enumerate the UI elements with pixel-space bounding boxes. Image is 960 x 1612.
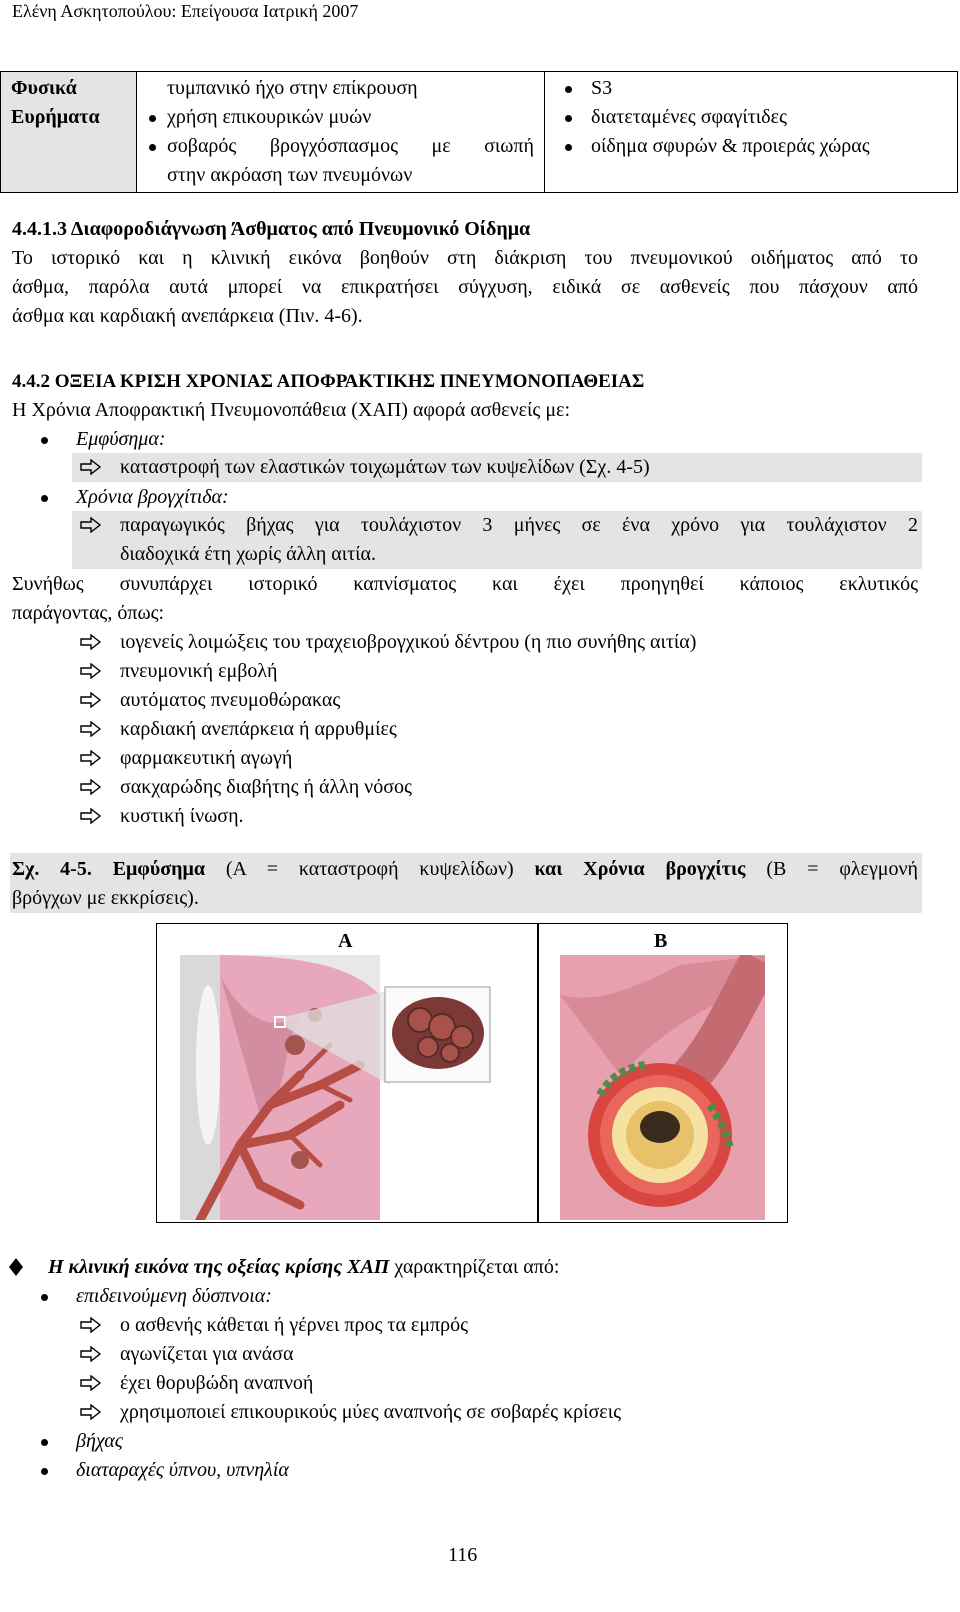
bullet-icon xyxy=(41,1468,48,1475)
bullet-icon xyxy=(41,495,48,502)
precipitating-factor: σακχαρώδης διαβήτης ή άλλη νόσος xyxy=(120,776,412,798)
bullet-icon xyxy=(41,1294,48,1301)
dyspnea-term: επιδεινούμενη δύσπνοια: xyxy=(76,1285,272,1307)
paragraph-line: παράγοντας, όπως: xyxy=(12,602,165,624)
finding-item: τυμπανικό ήχο στην επίκρουση xyxy=(167,77,418,99)
panel-label-a: A xyxy=(338,930,353,952)
finding-item: σοβαρός βρογχόσπασμος με σιωπή xyxy=(149,132,534,161)
emphysema-term: Εμφύσημα: xyxy=(76,428,166,450)
section-heading-copd: 4.4.2 ΟΞΕΙΑ ΚΡΙΣΗ ΧΡΟΝΙΑΣ ΑΠΟΦΡΑΚΤΙΚΗΣ ΠΝΕΥΜΟΝΟΠΑΘΕΙΑΣ xyxy=(12,371,645,392)
finding-item: διατεταμένες σφαγίτιδες xyxy=(565,103,947,132)
precipitating-factor: πνευμονική εμβολή xyxy=(120,660,278,682)
arrow-icon xyxy=(80,1346,102,1362)
sleep-disturbance-term: διαταραχές ύπνου, υπνηλία xyxy=(76,1459,289,1481)
dyspnea-sign: αγωνίζεται για ανάσα xyxy=(120,1343,294,1365)
paragraph-line: Συνήθως συνυπάρχει ιστορικό καπνίσματος και έχει προηγηθεί κάποιος εκλυτικός xyxy=(12,573,918,595)
precipitating-factor: κυστική ίνωση. xyxy=(120,805,244,827)
bullet-icon xyxy=(565,86,572,93)
bullet-icon xyxy=(565,115,572,122)
paragraph-line: άσθμα, παρόλα αυτά μπορεί να επικρατήσει σύγχυση, ειδικά σε ασθενείς που πάσχουν από xyxy=(12,276,918,298)
dyspnea-sign: έχει θορυβώδη αναπνοή xyxy=(120,1372,314,1394)
arrow-icon xyxy=(80,517,102,533)
arrow-icon xyxy=(80,1317,102,1333)
arrow-icon xyxy=(80,1404,102,1420)
bronchitis-airway-illustration xyxy=(560,955,765,1220)
chronic-bronchitis-term: Χρόνια βρογχίτιδα: xyxy=(76,486,229,508)
cough-term: βήχας xyxy=(76,1430,123,1452)
section-heading-differential: 4.4.1.3 Διαφοροδιάγνωση Άσθματος από Πνευμονικό Οίδημα xyxy=(12,218,531,240)
bronchitis-definition-line: παραγωγικός βήχας για τουλάχιστον 3 μήνες σε ένα χρόνο για τουλάχιστον 2 xyxy=(120,514,918,536)
arrow-icon xyxy=(80,1375,102,1391)
emphysema-definition: καταστροφή των ελαστικών τοιχωμάτων των κυψελίδων (Σχ. 4-5) xyxy=(120,456,650,478)
finding-item: S3 xyxy=(565,74,947,103)
running-header: Ελένη Ασκητοπούλου: Επείγουσα Ιατρική 2007 xyxy=(12,1,359,21)
emphysema-lung-illustration xyxy=(180,955,510,1220)
arrow-icon xyxy=(80,459,102,475)
diamond-bullet-icon xyxy=(8,1257,24,1277)
findings-edema-cell xyxy=(545,72,958,193)
bullet-icon xyxy=(41,437,48,444)
arrow-icon xyxy=(80,779,102,795)
dyspnea-sign: χρησιμοποιεί επικουρικούς μύες αναπνοής σε σοβαρές κρίσεις xyxy=(120,1401,621,1423)
findings-asthma-cell xyxy=(137,72,545,193)
finding-item: οίδημα σφυρών & προιεράς χώρας xyxy=(565,132,947,161)
dyspnea-sign: ο ασθενής κάθεται ή γέρνει προς τα εμπρός xyxy=(120,1314,469,1336)
arrow-icon xyxy=(80,663,102,679)
bullet-icon xyxy=(149,115,156,122)
arrow-icon xyxy=(80,808,102,824)
bullet-icon xyxy=(565,144,572,151)
arrow-icon xyxy=(80,634,102,650)
arrow-icon xyxy=(80,750,102,766)
findings-label-cell: Φυσικά Ευρήματα xyxy=(1,72,137,193)
precipitating-factor: αυτόματος πνευμοθώρακας xyxy=(120,689,341,711)
paragraph-line: άσθμα και καρδιακή ανεπάρκεια (Πιν. 4-6). xyxy=(12,305,363,327)
arrow-icon xyxy=(80,721,102,737)
figure-divider xyxy=(537,923,539,1223)
finding-item: στην ακρόαση των πνευμόνων xyxy=(167,164,413,186)
bullet-icon xyxy=(41,1439,48,1446)
arrow-icon xyxy=(80,692,102,708)
page-number: 116 xyxy=(448,1544,478,1566)
precipitating-factor: καρδιακή ανεπάρκεια ή αρρυθμίες xyxy=(120,718,397,740)
copd-intro: Η Χρόνια Αποφρακτική Πνευμονοπάθεια (ΧΑΠ) αφορά ασθενείς με: xyxy=(12,399,570,421)
bronchitis-definition-line: διαδοχικά έτη χωρίς άλλη αιτία. xyxy=(120,543,377,565)
precipitating-factor: ιογενείς λοιμώξεις του τραχειοβρογχικού δέντρου (η πιο συνήθης αιτία) xyxy=(120,631,697,653)
clinical-picture-lead: Η κλινική εικόνα της οξείας κρίσης ΧΑΠ χαρακτηρίζεται από: xyxy=(48,1256,560,1278)
panel-label-b: B xyxy=(654,930,668,952)
physical-findings-table xyxy=(0,71,958,193)
figure-caption-line: Σχ. 4-5. Εμφύσημα (Α = καταστροφή κυψελίδων) και Χρόνια βρογχίτις (Β = φλεγμονή xyxy=(12,858,919,880)
finding-item: χρήση επικουρικών μυών xyxy=(149,103,534,132)
precipitating-factor: φαρμακευτική αγωγή xyxy=(120,747,293,769)
paragraph-line: Το ιστορικό και η κλινική εικόνα βοηθούν στη διάκριση του πνευμονικού οιδήματος από το xyxy=(12,247,918,269)
bullet-icon xyxy=(149,144,156,151)
figure-caption-line: βρόγχων με εκκρίσεις). xyxy=(12,887,199,909)
